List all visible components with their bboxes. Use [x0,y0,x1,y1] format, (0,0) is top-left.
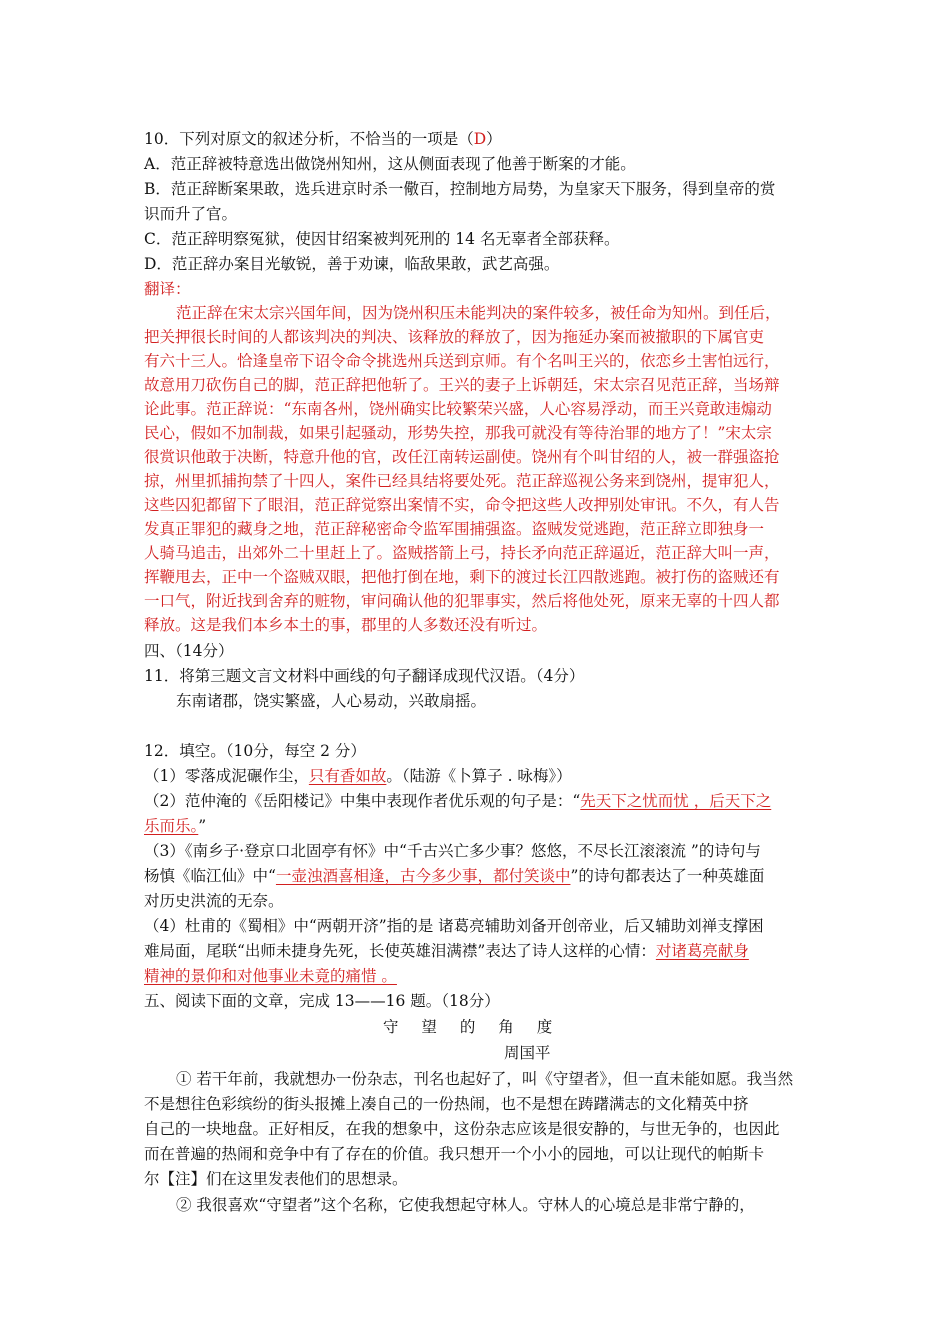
translation-line: 发真正罪犯的藏身之地，范正辞秘密命令监军围捕强盗。盗贼发觉逃跑，范正辞立即独身一 [144,520,765,538]
translation-line: 挥鞭甩去，正中一个盗贼双眼，把他打倒在地，剩下的渡过长江四散逃跑。被打伤的盗贼还有 [144,568,780,586]
paragraph-line: 尔【注】们在这里发表他们的思想录。 [144,1170,408,1188]
q12-item-3-end: 对历史洪流的无奈。 [144,892,284,910]
q12-item-3: （3）《南乡子·登京口北固亭有怀》中“千古兴亡多少事？悠悠，不尽长江滚滚流 ”的诗句与 [144,842,761,860]
q12-item-4-cont: 难局面，尾联“出师未捷身先死，长使英雄泪满襟”表达了诗人这样的心情：对诸葛亮献身 [144,942,749,960]
translation-line: 掠，州里抓捕拘禁了十四人，案件已经具结将要处死。范正辞巡视公务来到饶州，提审犯人， [144,472,780,490]
translation-line: 很赏识他敢于决断，特意升他的官，改任江南转运副使。饶州有个叫甘绍的人，被一群强盗抢 [144,448,780,466]
translation-line: 故意用刀砍伤自己的脚，范正辞把他斩了。王兴的妻子上诉朝廷，宋太宗召见范正辞，当场辩 [144,376,780,394]
q10-option-c: C．范正辞明察冤狱，使因甘绍案被判死刑的 14 名无辜者全部获释。 [144,230,620,248]
q12-item-1-answer: 只有香如故 [308,767,387,785]
translation-line: 范正辞在宋太宗兴国年间，因为饶州积压未能判决的案件较多，被任命为知州。到任后， [176,304,781,322]
article-title: 守 望 的 角 度 [383,1018,562,1036]
q12-item-2-cont: 乐而乐。” [144,817,207,835]
q12-item-1: （1）零落成泥碾作尘，只有香如故。（陆游《卜算子 . 咏梅》） [144,767,572,785]
q11-stem: 11．将第三题文言文材料中画线的句子翻译成现代汉语。（4分） [144,667,585,685]
q10-option-b-cont: 识而升了官。 [144,205,238,223]
paragraph-line: 而在普遍的热闹和竞争中有了存在的价值。我只想开一个小小的园地，可以让现代的帕斯卡 [144,1145,765,1163]
paragraph-line: ② 我很喜欢“守望者”这个名称，它使我想起守林人。守林人的心境总是非常宁静的， [176,1196,755,1214]
paragraph-line: ① 若干年前，我就想办一份杂志，刊名也起好了，叫《守望者》，但一直未能如愿。我当然 [176,1070,794,1088]
q10-option-b: B．范正辞断案果敢，选兵进京时杀一儆百，控制地方局势，为皇家天下服务，得到皇帝的赏 [144,180,776,198]
translation-line: 人骑马追击，出郊外二十里赶上了。盗贼搭箭上弓，持长矛向范正辞逼近，范正辞大叫一声， [144,544,780,562]
translation-line: 释放。这是我们本乡本土的事，郡里的人多数还没有听过。 [144,616,548,634]
q12-item-4-end [144,965,397,987]
q12-item-4: （4）杜甫的《蜀相》中“两朝开济”指的是 诸葛亮辅助刘备开创帝业，后又辅助刘禅支撑困 [144,917,764,935]
translation-line: 一口气，附近找到舍弃的赃物，审问确认他的犯罪事实，然后将他处死，原来无辜的十四人都 [144,592,780,610]
translation-line: 民心，假如不加制裁，如果引起骚动，形势失控，那我可就没有等待治罪的地方了！”宋太宗 [144,424,772,442]
q12-item-4-answer-cont: 精神的景仰和对他事业未竟的痛惜 。 [144,967,397,985]
q12-item-4-answer: 对诸葛亮献身 [655,942,749,960]
q10-stem: 10．下列对原文的叙述分析，不恰当的一项是（D） [144,130,502,148]
translation-line: 有六十三人。恰逢皇帝下诏令命令挑选州兵送到京师。有个名叫王兴的，依恋乡土害怕远行， [144,352,780,370]
q12-stem: 12．填空。（10分，每空 2 分） [144,742,366,760]
q12-item-2-answer-cont: 乐而乐。 [144,817,199,835]
q10-option-a: A．范正辞被特意选出做饶州知州，这从侧面表现了他善于断案的才能。 [144,155,636,173]
q12-item-2: （2）范仲淹的《岳阳楼记》中集中表现作者优乐观的句子是：“先天下之忧而忧 ，后天下之 [144,792,772,810]
q12-item-3-answer: 一壶浊酒喜相逢，古今多少事，都付笑谈中 [275,867,571,885]
translation-line: 把关押很长时间的人都该判决的判决、该释放的释放了，因为拖延办案而被撤职的下属官吏 [144,328,765,346]
article-author: 周国平 [504,1044,551,1062]
paragraph-line: 不是想往色彩缤纷的街头报摊上凑自己的一份热闹，也不是想在踌躇满志的文化精英中挤 [144,1095,749,1113]
q11-sentence: 东南诸郡，饶实繁盛，人心易动，兴敢扇摇。 [176,692,487,710]
q12-item-2-answer: 先天下之忧而忧 ，后天下之 [580,792,772,810]
q10-answer: D [473,130,487,148]
section5-heading: 五、阅读下面的文章，完成 13——16 题。（18分） [144,992,500,1010]
paragraph-line: 自己的一块地盘。正好相反，在我的想象中，这份杂志应该是很安静的，与世无争的，也因此 [144,1120,780,1138]
translation-label: 翻译： [144,280,191,298]
translation-line: 论此事。范正辞说：“东南各州，饶州确实比较繁荣兴盛，人心容易浮动，而王兴竟敢违煽动 [144,400,772,418]
q12-item-3-cont: 杨慎《临江仙》中“一壶浊酒喜相逢，古今多少事，都付笑谈中”的诗句都表达了一种英雄面 [144,867,765,885]
q10-option-d: D．范正辞办案目光敏锐，善于劝谏，临敌果敢，武艺高强。 [144,255,560,273]
section4-heading: 四、（14分） [144,642,234,660]
translation-line: 这些囚犯都留下了眼泪，范正辞觉察出案情不实，命令把这些人改押别处审讯。不久，有人告 [144,496,780,514]
